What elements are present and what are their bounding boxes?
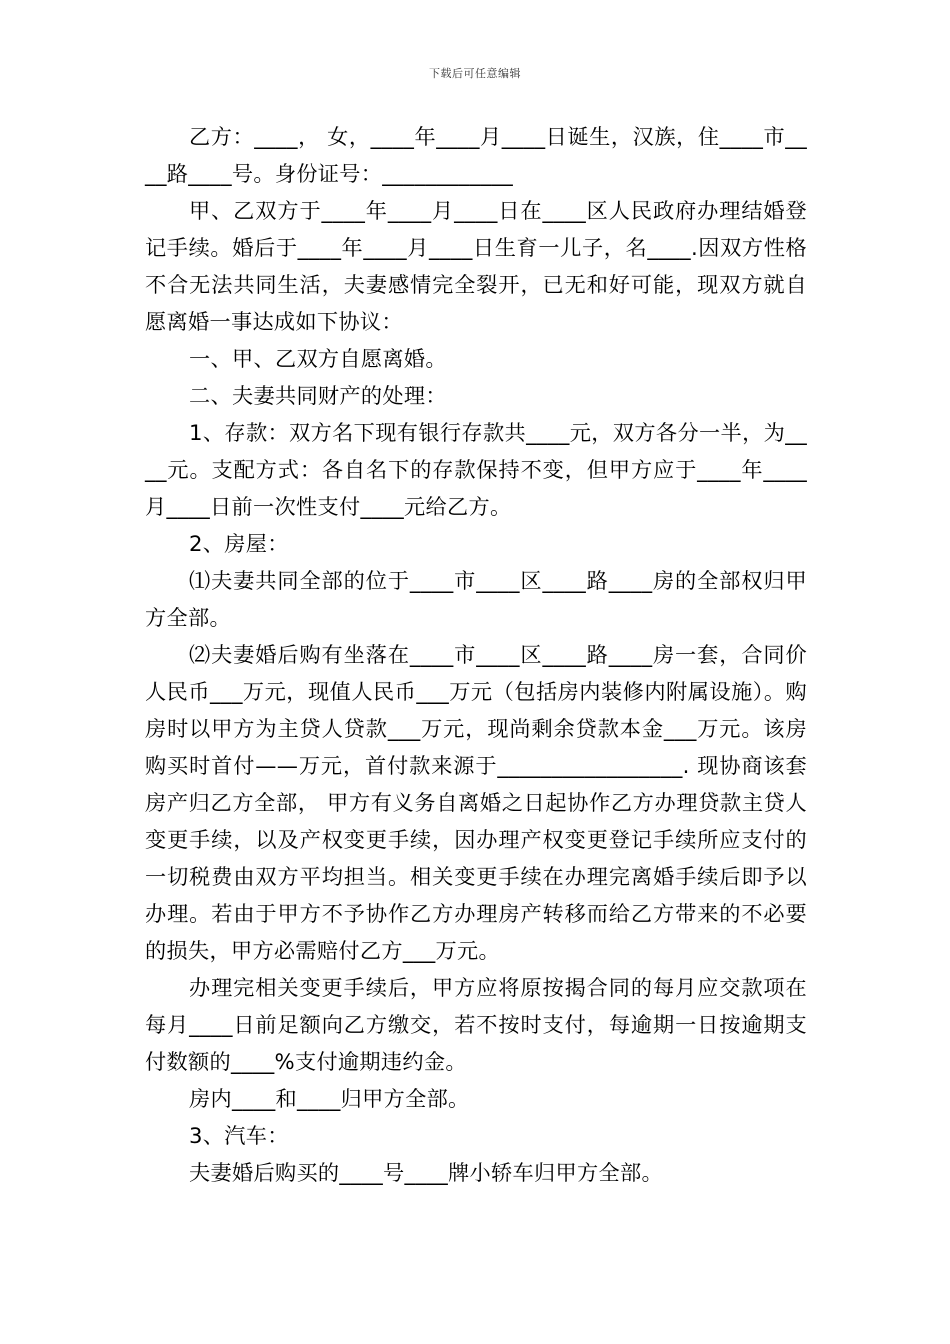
paragraph-deposits: 1、存款：双方名下现有银行存款共____元，双方各分一半，为____元。支配方式：各自名下的存款保持不变，但甲方应于____年____月____日前一次性支付____元给乙方。: [145, 420, 807, 519]
document-body: [145, 118, 807, 1191]
paragraph-car-heading: 3、汽车：: [189, 1123, 289, 1148]
paragraph-house-heading: 2、房屋：: [189, 531, 289, 556]
paragraph-marriage: 甲、乙双方于____年____月____日在____区人民政府办理结婚登记手续。婚后于____年____月____日生育一儿子，名____.因双方性格不合无法共同生活，夫妻感情完全裂开，已无和好可能，现双方就自愿离婚一事达成如下协议：: [145, 198, 807, 334]
paragraph-mortgage: 办理完相关变更手续后，甲方应将原按揭合同的每月应交款项在每月____日前足额向乙方缴交，若不按时支付，每逾期一日按逾期支付数额的____%支付逾期违约金。: [145, 975, 807, 1074]
paragraph-clause-2: 二、夫妻共同财产的处理：: [189, 383, 447, 408]
page-header: 下载后可任意编辑: [429, 67, 521, 80]
paragraph-house-contents: 房内____和____归甲方全部。: [189, 1086, 470, 1111]
paragraph-car: 夫妻婚后购买的____号____牌小轿车归甲方全部。: [189, 1160, 663, 1185]
paragraph-house-1: ⑴夫妻共同全部的位于____市____区____路____房的全部权归甲方全部。: [145, 568, 807, 630]
paragraph-house-2: ⑵夫妻婚后购有坐落在____市____区____路____房一套，合同价人民币___万元，现值人民币___万元（包括房内装修内附属设施）。购房时以甲方为主贷人贷款___万元，现尚剩余贷款本金___万元。该房购买时首付——万元，首付款来源于_________________. 现协商该套房产归乙方全部， 甲方有义务自离婚之日起协作乙方办理贷款主贷人变更手续，以及产权变更手续，因办理产权变更登记手续所应支付的一切税费由双方平均担当。相关变更手续在办理完离婚手续后即予以办理。若由于甲方不予协作乙方办理房产转移而给乙方带来的不必要的损失，甲方必需赔付乙方___万元。: [145, 642, 807, 963]
paragraph-clause-1: 一、甲、乙双方自愿离婚。: [189, 346, 447, 371]
paragraph-party-b: 乙方：____， 女，____年____月____日诞生，汉族，住____市____路____号。身份证号：____________: [145, 124, 807, 186]
